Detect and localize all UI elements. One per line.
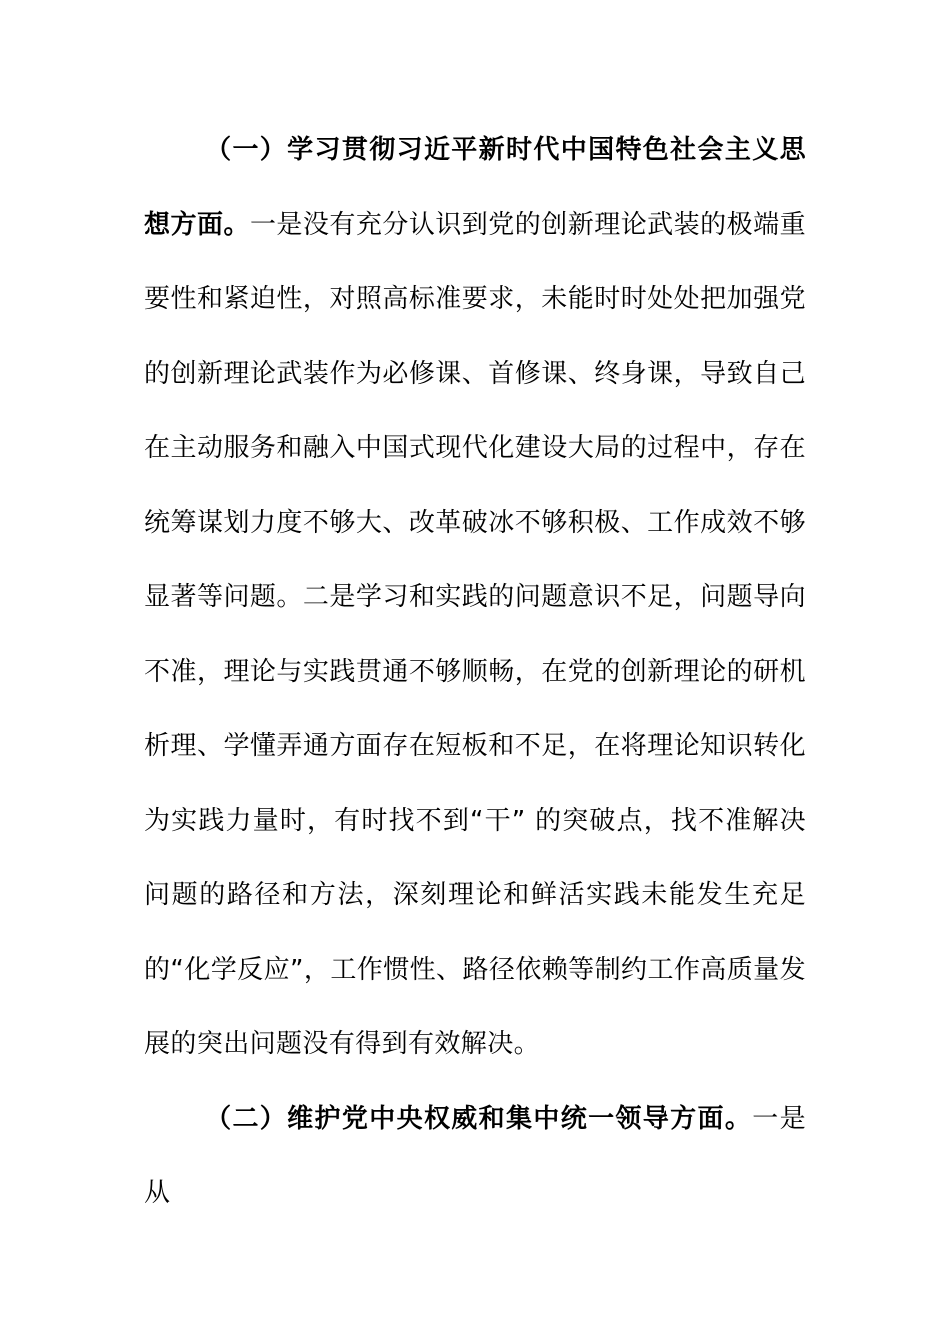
section-2-body: 一是从 [144,1103,806,1208]
section-2-heading: （二）维护党中央权威和集中统一领导方面。 [205,1103,753,1134]
paragraph-section-1 [144,113,806,1082]
section-1-heading: （一）学习贯彻习近平新时代中国特色社会主义思想方面。 [144,135,806,240]
document-body [144,113,806,1231]
paragraph-section-2 [144,1082,806,1231]
section-1-body: 一是没有充分认识到党的创新理论武装的极端重要性和紧迫性，对照高标准要求，未能时时处处把加强党的创新理论武装作为必修课、首修课、终身课，导致自己在主动服务和融入中国式现代化建设大局的过程中，存在统筹谋划力度不够大、改革破冰不够积极、工作成效不够显著等问题。二是学习和实践的问题意识不足，问题导向不准，理论与实践贯通不够顺畅，在党的创新理论的研机析理、学懂弄通方面存在短板和不足，在将理论知识转化为实践力量时，有时找不到“干” 的突破点，找不准解决问题的路径和方法，深刻理论和鲜活实践未能发生充足的“化学反应”，工作惯性、路径依赖等制约工作高质量发展的突出问题没有得到有效解决。 [144,209,806,1059]
